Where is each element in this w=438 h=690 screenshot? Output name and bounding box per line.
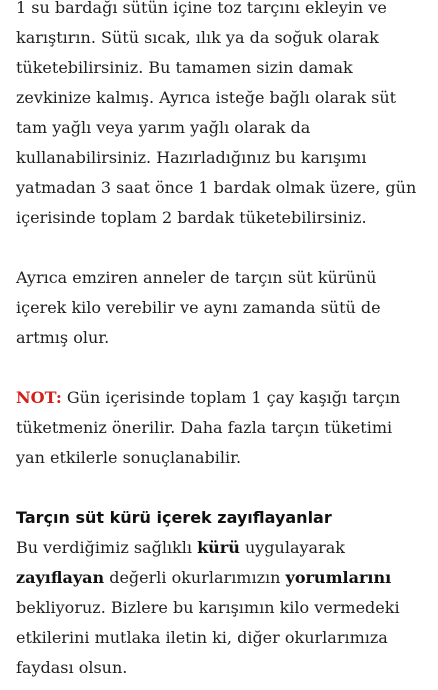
bold-keyword: zayıflayan	[16, 568, 105, 587]
closing-text: uygulayarak	[239, 538, 345, 557]
note-text: Gün içerisinde toplam 1 çay kaşığı tarçın tüketmeniz önerilir. Daha fazla tarçın tüketimi yan etkilerle sonuçlanabilir.	[16, 388, 401, 467]
paragraph-preparation: 1 su bardağı sütün içine toz tarçını ekleyin ve karıştırın. Sütü sıcak, ılık ya da soğuk olarak tüketebilirsiniz. Bu tamamen sizin damak zevkinize kalmış. Ayrıca isteğe bağlı olarak süt tam yağlı veya yarım yağlı olarak da kullanabilirsiniz. Hazırladığınız bu karışımı yatmadan 3 saat önce 1 bardak olmak üzere, gün içerisinde toplam 2 bardak tüketebilirsiniz.	[16, 0, 417, 227]
closing-text: bekliyoruz. Bizlere bu karışımın kilo vermedeki etkilerini mutlaka iletin ki, diğer okurlarımıza faydası olsun.	[16, 598, 400, 677]
paragraph-spacer	[16, 233, 424, 263]
paragraph-breastfeeding: Ayrıca emziren anneler de tarçın süt kürünü içerek kilo verebilir ve aynı zamanda sütü de artmış olur.	[16, 268, 381, 347]
paragraph-spacer	[16, 353, 424, 383]
note-label: NOT:	[16, 388, 62, 407]
bold-keyword: kürü	[197, 538, 240, 557]
paragraph-spacer	[16, 473, 424, 503]
closing-text: değerli okurlarımızın	[104, 568, 286, 587]
closing-text: Bu verdiğimiz sağlıklı	[16, 538, 198, 557]
bold-keyword: yorumlarını	[285, 568, 392, 587]
paragraph-closing	[16, 533, 424, 683]
section-heading: Tarçın süt kürü içerek zayıflayanlar	[16, 508, 332, 527]
note-paragraph	[16, 383, 424, 473]
